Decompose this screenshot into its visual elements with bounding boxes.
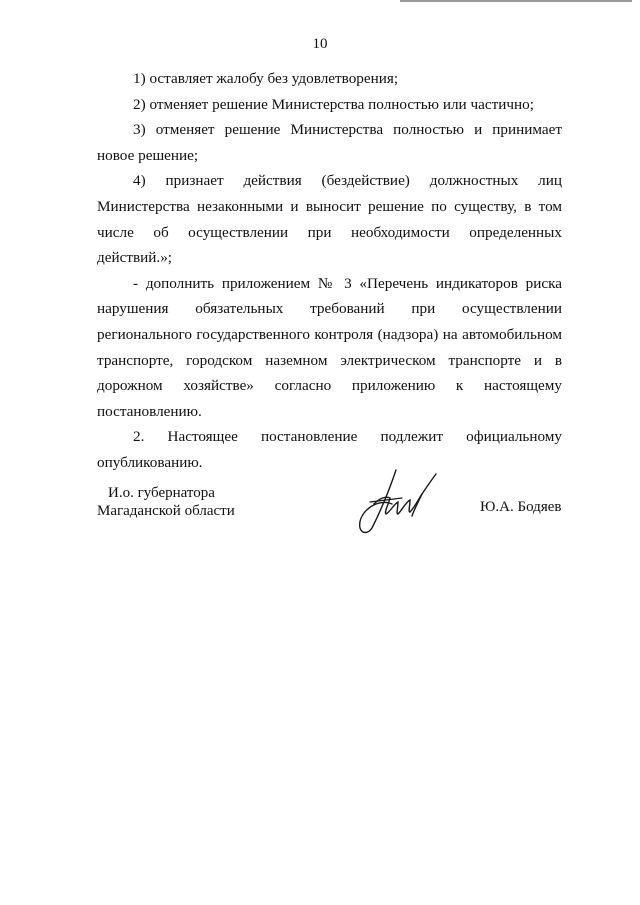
signatory-title-line-1: И.о. губернатора bbox=[108, 485, 215, 501]
page-number: 10 bbox=[312, 36, 328, 52]
signatory-title-line-2: Магаданской области bbox=[97, 503, 235, 519]
paragraph-item-4: 4) признает действия (бездействие) должностных лиц Министерства незаконными и выносит решение по существу, в том числе об осуществлении при необходимости определенных действий.»; bbox=[97, 172, 562, 267]
paragraph-publication: 2. Настоящее постановление подлежит официальному опубликованию. bbox=[97, 428, 562, 471]
paragraph-item-1: 1) оставляет жалобу без удовлетворения; bbox=[133, 70, 399, 87]
paragraph-appendix-3: - дополнить приложением № 3 «Перечень индикаторов риска нарушения обязательных требований при осуществлении регионального государственного контроля (надзора) на автомобильном транспорте, городском наземном электрическом транспорте и в дорожном хозяйстве» согласно приложению к настоящему постановлению. bbox=[97, 274, 562, 420]
paragraph-item-3: 3) отменяет решение Министерства полностью и принимает новое решение; bbox=[97, 121, 562, 164]
document-body bbox=[97, 66, 562, 476]
signatory-name: Ю.А. Бодяев bbox=[480, 499, 562, 515]
paragraph-item-2: 2) отменяет решение Министерства полностью или частично; bbox=[133, 95, 534, 113]
top-edge-mark bbox=[400, 0, 632, 2]
signatory-title bbox=[97, 484, 235, 520]
handwritten-signature bbox=[352, 468, 442, 536]
